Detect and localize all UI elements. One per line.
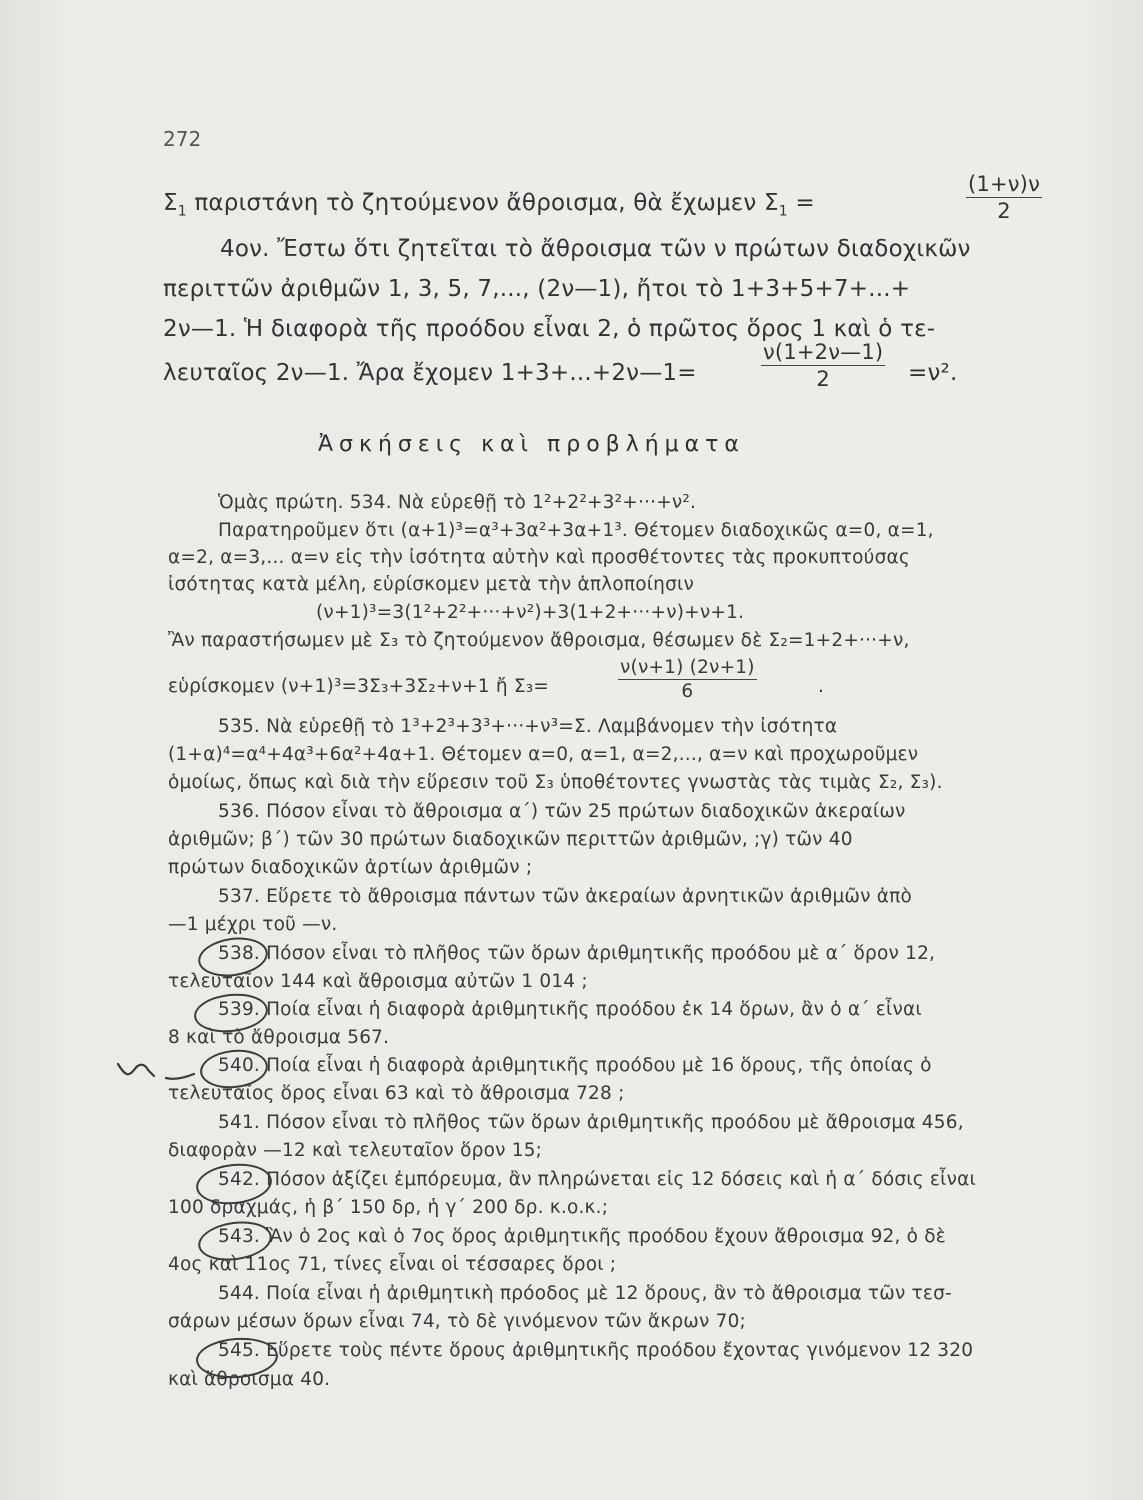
text-line: καὶ ἄθροισμα 40.: [168, 1369, 331, 1390]
exercise-539: 539. Ποία εἶναι ἡ διαφορὰ ἀριθμητικῆς προόδου ἐκ 14 ὅρων, ἂν ὁ α΄ εἶναι: [218, 999, 922, 1020]
page-number: 272: [163, 127, 202, 151]
text-line: τελευταῖον 144 καὶ ἄθροισμα αὐτῶν 1 014 ;: [168, 971, 588, 992]
text-line: 2ν—1. Ἡ διαφορὰ τῆς προόδου εἶναι 2, ὁ πρῶτος ὅρος 1 καὶ ὁ τε-: [163, 316, 936, 342]
handwritten-check-mark-icon: [114, 1054, 198, 1088]
text-line: [163, 190, 815, 220]
text-line: σάρων μέσων ὅρων εἶναι 74, τὸ δὲ γινόμενον τῶν ἄκρων 70;: [168, 1311, 746, 1332]
exercise-541: 541. Πόσον εἶναι τὸ πλῆθος τῶν ὅρων ἀριθμητικῆς προόδου μὲ ἄθροισμα 456,: [218, 1112, 964, 1133]
text-line: 8 καὶ τὸ ἄθροισμα 567.: [168, 1027, 390, 1048]
text-line: 100 δραχμάς, ἡ β΄ 150 δρ, ἡ γ΄ 200 δρ. κ.ο.κ.;: [168, 1197, 609, 1218]
text-line: διαφορὰν —12 καὶ τελευταῖον ὅρον 15;: [168, 1140, 543, 1161]
exercise-545: 545. Εὕρετε τοὺς πέντε ὅρους ἀριθμητικῆς προόδου ἔχοντας γινόμενον 12 320: [218, 1340, 974, 1361]
fraction-denominator: 2: [816, 367, 830, 391]
fraction-denominator: 6: [681, 681, 694, 702]
fraction-1: [966, 172, 1042, 223]
exercise-537: 537. Εὕρετε τὸ ἄθροισμα πάντων τῶν ἀκεραίων ἀρνητικῶν ἀριθμῶν ἀπὸ: [218, 886, 912, 907]
subscript: 1: [778, 203, 788, 220]
fraction-2: [761, 340, 885, 391]
fraction-numerator: ν(1+2ν—1): [763, 340, 884, 364]
sigma-symbol: Σ: [163, 190, 178, 216]
text-line: εὑρίσκομεν (ν+1)³=3Σ₃+3Σ₂+ν+1 ἤ Σ₃=: [168, 676, 550, 697]
exercise-534: Ὁμὰς πρώτη. 534. Νὰ εὑρεθῇ τὸ 1²+2²+3²+···+ν².: [218, 492, 697, 513]
fraction-numerator: (1+ν)ν: [968, 172, 1041, 196]
fraction-denominator: 2: [997, 199, 1011, 223]
fraction-3: [618, 657, 757, 702]
text-span: παριστάνη τὸ ζητούμενον ἄθροισμα, θὰ ἔχωμεν Σ: [186, 190, 779, 216]
fraction-numerator: ν(ν+1) (2ν+1): [620, 657, 755, 678]
exercise-535: 535. Νὰ εὑρεθῇ τὸ 1³+2³+3³+···+ν³=Σ. Λαμβάνομεν τὴν ἰσότητα: [218, 716, 838, 737]
exercise-542: 542. Πόσον ἀξίζει ἐμπόρευμα, ἂν πληρώνεται εἰς 12 δόσεις καὶ ἡ α΄ δόσις εἶναι: [218, 1169, 976, 1190]
text-span: =: [787, 190, 815, 216]
text-line: περιττῶν ἀριθμῶν 1, 3, 5, 7,..., (2ν—1), ἤτοι τὸ 1+3+5+7+...+: [163, 276, 911, 302]
text-line: τελευταῖος ὅρος εἶναι 63 καὶ τὸ ἄθροισμα 728 ;: [168, 1083, 625, 1104]
text-line: —1 μέχρι τοῦ —ν.: [168, 914, 338, 935]
text-span: =ν².: [908, 360, 958, 386]
exercise-544: 544. Ποία εἶναι ἡ ἀριθμητικὴ πρόοδος μὲ 12 ὅρους, ἂν τὸ ἄθροισμα τῶν τεσ-: [218, 1283, 952, 1304]
text-line: [163, 360, 697, 386]
exercise-536: 536. Πόσον εἶναι τὸ ἄθροισμα α΄) τῶν 25 πρώτων διαδοχικῶν ἀκεραίων: [218, 801, 906, 822]
text-line: α=2, α=3,... α=ν εἰς τὴν ἰσότητα αὐτὴν καὶ προσθέτοντες τὰς προκυπτούσας: [168, 547, 910, 568]
text-line: ἰσότητας κατὰ μέλη, εὑρίσκομεν μετὰ τὴν ἁπλοποίησιν: [168, 574, 695, 595]
equation-line: (ν+1)³=3(1²+2²+···+ν²)+3(1+2+···+ν)+ν+1.: [316, 602, 745, 623]
exercise-538: 538. Πόσον εἶναι τὸ πλῆθος τῶν ὅρων ἀριθμητικῆς προόδου μὲ α΄ ὅρον 12,: [218, 943, 936, 964]
exercise-543: 543. Ἂν ὁ 2ος καὶ ὁ 7ος ὅρος ἀριθμητικῆς προόδου ἔχουν ἄθροισμα 92, ὁ δὲ: [218, 1226, 946, 1247]
text-line: 4ος καὶ 11ος 71, τίνες εἶναι οἱ τέσσαρες ὅροι ;: [168, 1254, 617, 1275]
text-span: .: [818, 676, 825, 697]
text-line: ὁμοίως, ὅπως καὶ διὰ τὴν εὕρεσιν τοῦ Σ₃ ὑποθέτοντες γνωστὰς τὰς τιμὰς Σ₂, Σ₃).: [168, 772, 943, 793]
text-span: λευταῖος 2ν—1. Ἄρα ἔχομεν 1+3+...+2ν—1=: [163, 360, 697, 386]
subscript: 1: [177, 203, 187, 220]
text-line: πρώτων διαδοχικῶν ἀρτίων ἀριθμῶν ;: [168, 857, 533, 878]
section-heading: Ἀσκήσεις καὶ προβλήματα: [318, 432, 745, 457]
text-line: 4ον. Ἔστω ὅτι ζητεῖται τὸ ἄθροισμα τῶν ν πρώτων διαδοχικῶν: [220, 236, 971, 262]
text-line: Παρατηροῦμεν ὅτι (α+1)³=α³+3α²+3α+1³. Θέτομεν διαδοχικῶς α=0, α=1,: [218, 520, 934, 541]
text-line: (1+α)⁴=α⁴+4α³+6α²+4α+1. Θέτομεν α=0, α=1, α=2,..., α=ν καὶ προχωροῦμεν: [168, 744, 919, 765]
exercise-540: 540. Ποία εἶναι ἡ διαφορὰ ἀριθμητικῆς προόδου μὲ 16 ὅρους, τῆς ὁποίας ὁ: [218, 1055, 932, 1076]
text-line: ἀριθμῶν; β΄) τῶν 30 πρώτων διαδοχικῶν περιττῶν ἀριθμῶν, ;γ) τῶν 40: [168, 829, 853, 850]
text-line: Ἂν παραστήσωμεν μὲ Σ₃ τὸ ζητούμενον ἄθροισμα, θέσωμεν δὲ Σ₂=1+2+···+ν,: [168, 630, 910, 651]
